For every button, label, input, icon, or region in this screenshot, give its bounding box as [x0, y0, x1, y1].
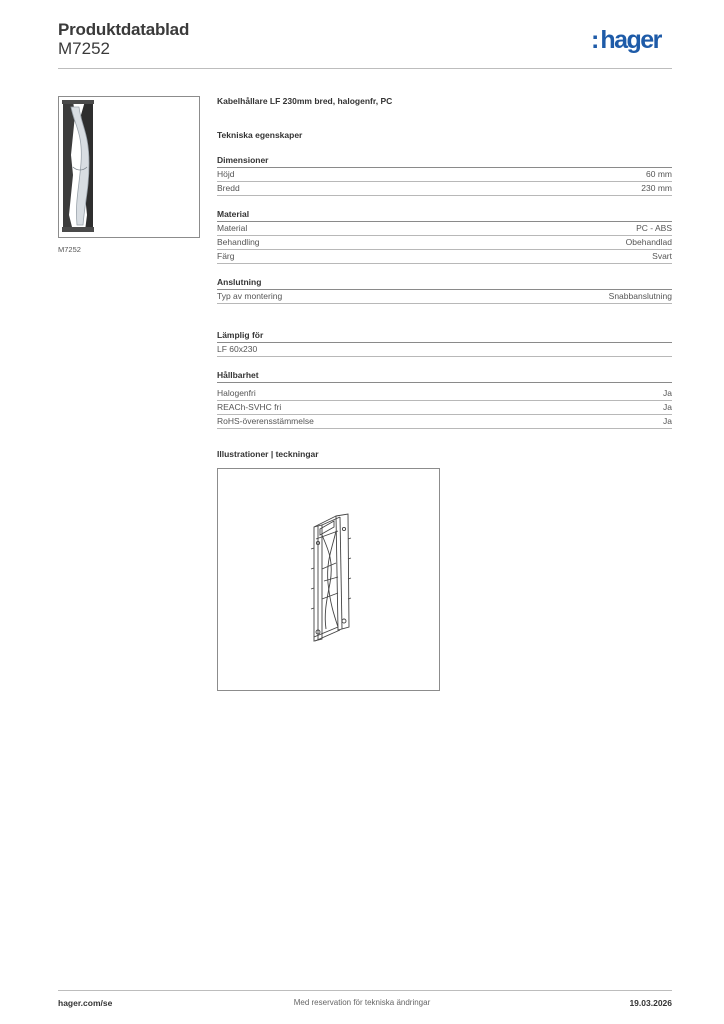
spec-label: Höjd — [217, 169, 235, 179]
spec-value: Ja — [663, 402, 672, 412]
group-lamplig — [217, 329, 672, 357]
thumbnail-caption: M7252 — [58, 245, 81, 254]
spec-row — [217, 222, 672, 236]
spec-value: Ja — [663, 416, 672, 426]
logo-colon-icon: : — [591, 26, 600, 54]
footer-disclaimer: Med reservation för tekniska ändringar — [293, 998, 431, 1007]
section-title: Tekniska egenskaper — [217, 130, 303, 140]
illustration-drawing — [217, 468, 440, 691]
logo-text: hager — [600, 26, 661, 54]
cable-holder-drawing-icon — [218, 469, 439, 690]
spec-label: Material — [217, 223, 248, 233]
footer-website: hager.com/se — [58, 998, 113, 1008]
spec-label: Bredd — [217, 183, 240, 193]
group-title: Material — [217, 208, 672, 222]
spec-value: 60 mm — [646, 169, 672, 179]
spec-value: Snabbanslutning — [608, 291, 672, 301]
group-material — [217, 208, 672, 264]
illustrations-title: Illustrationer | teckningar — [217, 449, 319, 459]
spec-label: Halogenfri — [217, 388, 256, 398]
spec-row — [217, 387, 672, 401]
footer-divider — [58, 990, 672, 991]
hager-logo — [591, 28, 661, 53]
spec-value: 230 mm — [641, 183, 672, 193]
group-anslutning — [217, 276, 672, 304]
spec-label: LF 60x230 — [217, 344, 258, 354]
spec-label: Behandling — [217, 237, 260, 247]
spec-row — [217, 168, 672, 182]
group-title: Hållbarhet — [217, 369, 672, 383]
spec-label: REACh-SVHC fri — [217, 402, 282, 412]
product-title: Kabelhållare LF 230mm bred, halogenfr, PC — [217, 96, 393, 106]
spec-row — [217, 343, 672, 357]
spec-label: Färg — [217, 251, 235, 261]
spec-row — [217, 236, 672, 250]
spec-row — [217, 250, 672, 264]
group-title: Dimensioner — [217, 154, 672, 168]
spec-value: Obehandlad — [625, 237, 672, 247]
page-title: Produktdatablad — [58, 20, 190, 39]
header-divider — [58, 68, 672, 69]
group-title: Lämplig för — [217, 329, 672, 343]
spec-value: Ja — [663, 388, 672, 398]
spec-value: Svart — [652, 251, 672, 261]
product-thumbnail — [58, 96, 200, 238]
group-hallbarhet — [217, 369, 672, 429]
spec-value: PC - ABS — [636, 223, 672, 233]
footer-date: 19.03.2026 — [629, 998, 672, 1008]
spec-row — [217, 415, 672, 429]
product-code: M7252 — [58, 39, 110, 58]
spec-row — [217, 401, 672, 415]
group-dimensioner — [217, 154, 672, 196]
spec-label: RoHS-överensstämmelse — [217, 416, 314, 426]
group-title: Anslutning — [217, 276, 672, 290]
spec-row — [217, 290, 672, 304]
cable-holder-photo-icon — [59, 97, 199, 237]
spec-row — [217, 182, 672, 196]
spec-label: Typ av montering — [217, 291, 283, 301]
